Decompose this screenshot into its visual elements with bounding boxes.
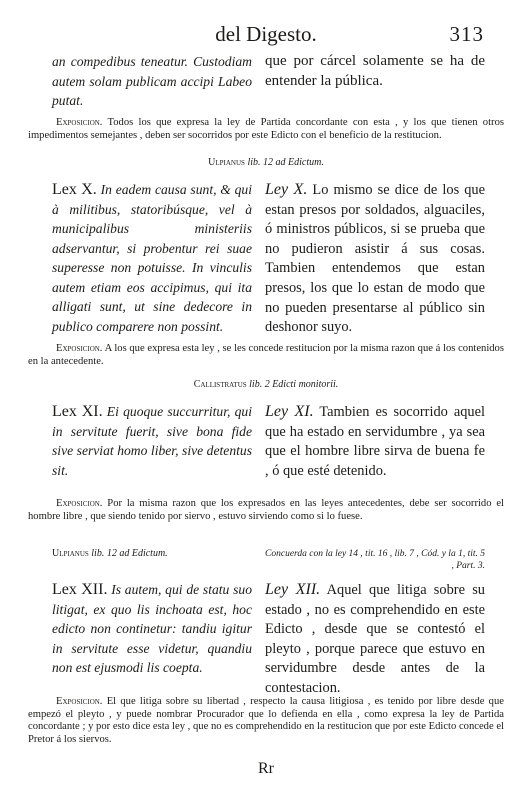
- source-author: Ulpianus: [208, 157, 245, 168]
- exposicion-3: [28, 498, 504, 523]
- exposicion-label: Exposicion.: [56, 498, 103, 509]
- exposicion-1: [28, 117, 504, 142]
- source-ref: lib. 12 ad Edictum.: [91, 548, 168, 559]
- ley-text: Tambien es socorrido aquel que ha estado en servidumbre , ya sea que el hombre libre sirva de buena fe , ó que esté detenido.: [265, 404, 486, 479]
- lex-text: Ei quoque succurritur, qui in servitute fuerit, sive bona fide sive serviat homo liber, sive detentus sit.: [52, 404, 252, 478]
- exposicion-label: Exposicion.: [56, 696, 103, 707]
- ley-label: Ley XI.: [265, 403, 314, 420]
- signature-mark: Rr: [258, 760, 274, 777]
- lex-label: Lex X.: [52, 181, 97, 198]
- exposicion-4: [28, 696, 504, 746]
- source-author: Ulpianus: [52, 548, 89, 559]
- exposicion-text: El que litiga sobre su libertad , respecto la causa litigiosa , es tenido por libre desde que empezó el pleyto , y puede nombrar Procurador que lo defienda en ella , como expresa la ley de Partida concordante ; y por esto dice esta ley , que no es comprehendido en la restitucion que por este Edicto concede el Pretor á los siervos.: [28, 696, 504, 745]
- source-ref: lib. 12 ad Edictum.: [247, 157, 324, 168]
- source-ref: lib. 2 Edicti monitorii.: [249, 379, 339, 390]
- ley-xi-spanish: [265, 402, 485, 481]
- source-line-1: [0, 157, 532, 168]
- exposicion-2: [28, 343, 504, 368]
- running-header: del Digesto.: [215, 22, 317, 46]
- exposicion-label: Exposicion.: [56, 343, 103, 354]
- lex-label: Lex XI.: [52, 403, 103, 420]
- source-author: Callistratus: [193, 379, 247, 390]
- exposicion-text: Todos los que expresa la ley de Partida concordante con esta , y los que tienen otros impedimentos semejantes , deben ser socorridos por este Edicto con el beneficio de la restitucion.: [28, 117, 504, 141]
- concordance-note: Concuerda con la ley 14 , tit. 16 , lib. 7 , Cód. y la 1, tit. 5 , Part. 3.: [265, 549, 485, 571]
- ley-text: Aquel que litiga sobre su estado , no es comprehendido en este Edicto , desde que se contestó el pleyto , porque parece que estuvo en servidumbre desde antes de la contestacion.: [265, 582, 485, 696]
- lex-text: In eadem causa sunt, & qui à militibus, statoribúsque, vel à municipalibus ministeriis adservantur, si probentur rei suae superesse non potuisse. In vinculis autem etiam eos accipimus, qui ita alligati sunt, ut sine dedecore in publico comparere non possint.: [52, 182, 252, 334]
- lex-xi-latin: [52, 402, 252, 480]
- source-line-2: [0, 379, 532, 390]
- ley-text: Lo mismo se dice de los que estan presos por soldados, alguaciles, ó ministros públicos, si se prueba que no pudieron asistir á sus cosas. Tambien entendemos que estan presos, los que lo estan de modo que no pueden presentarse al público sin deshonor suyo.: [265, 182, 485, 336]
- lex-text: Is autem, qui de statu suo litigat, ex quo lis inchoata est, hoc edicto non continetur: tandiu igitur in servitute esse videtur, quandiu non est ejusmodi lis coepta.: [52, 582, 252, 675]
- source-line-3: [52, 548, 252, 559]
- lex-x-latin: [52, 180, 252, 336]
- exposicion-label: Exposicion.: [56, 117, 103, 128]
- exposicion-text: Por la misma razon que los expresados en las leyes antecedentes, debe ser socorrido el hombre libre , que siendo tenido por siervo , estuvo sirviendo como si lo fuese.: [28, 498, 504, 522]
- spanish-continuation: que por cárcel solamente se ha de entender la pública.: [265, 53, 485, 89]
- latin-continuation: an compedibus teneatur. Custodiam autem solam publicam accipi Labeo putat.: [52, 54, 252, 108]
- exposicion-text: A los que expresa esta ley , se les concede restitucion por la misma razon que á los contenidos en la antecedente.: [28, 343, 504, 367]
- lex-label: Lex XII.: [52, 581, 108, 598]
- ley-label: Ley X.: [265, 181, 308, 198]
- ley-label: Ley XII.: [265, 581, 321, 598]
- ley-xii-spanish: [265, 580, 485, 699]
- ley-x-spanish: [265, 180, 485, 338]
- lex-xii-latin: [52, 580, 252, 678]
- page-number: 313: [449, 22, 484, 46]
